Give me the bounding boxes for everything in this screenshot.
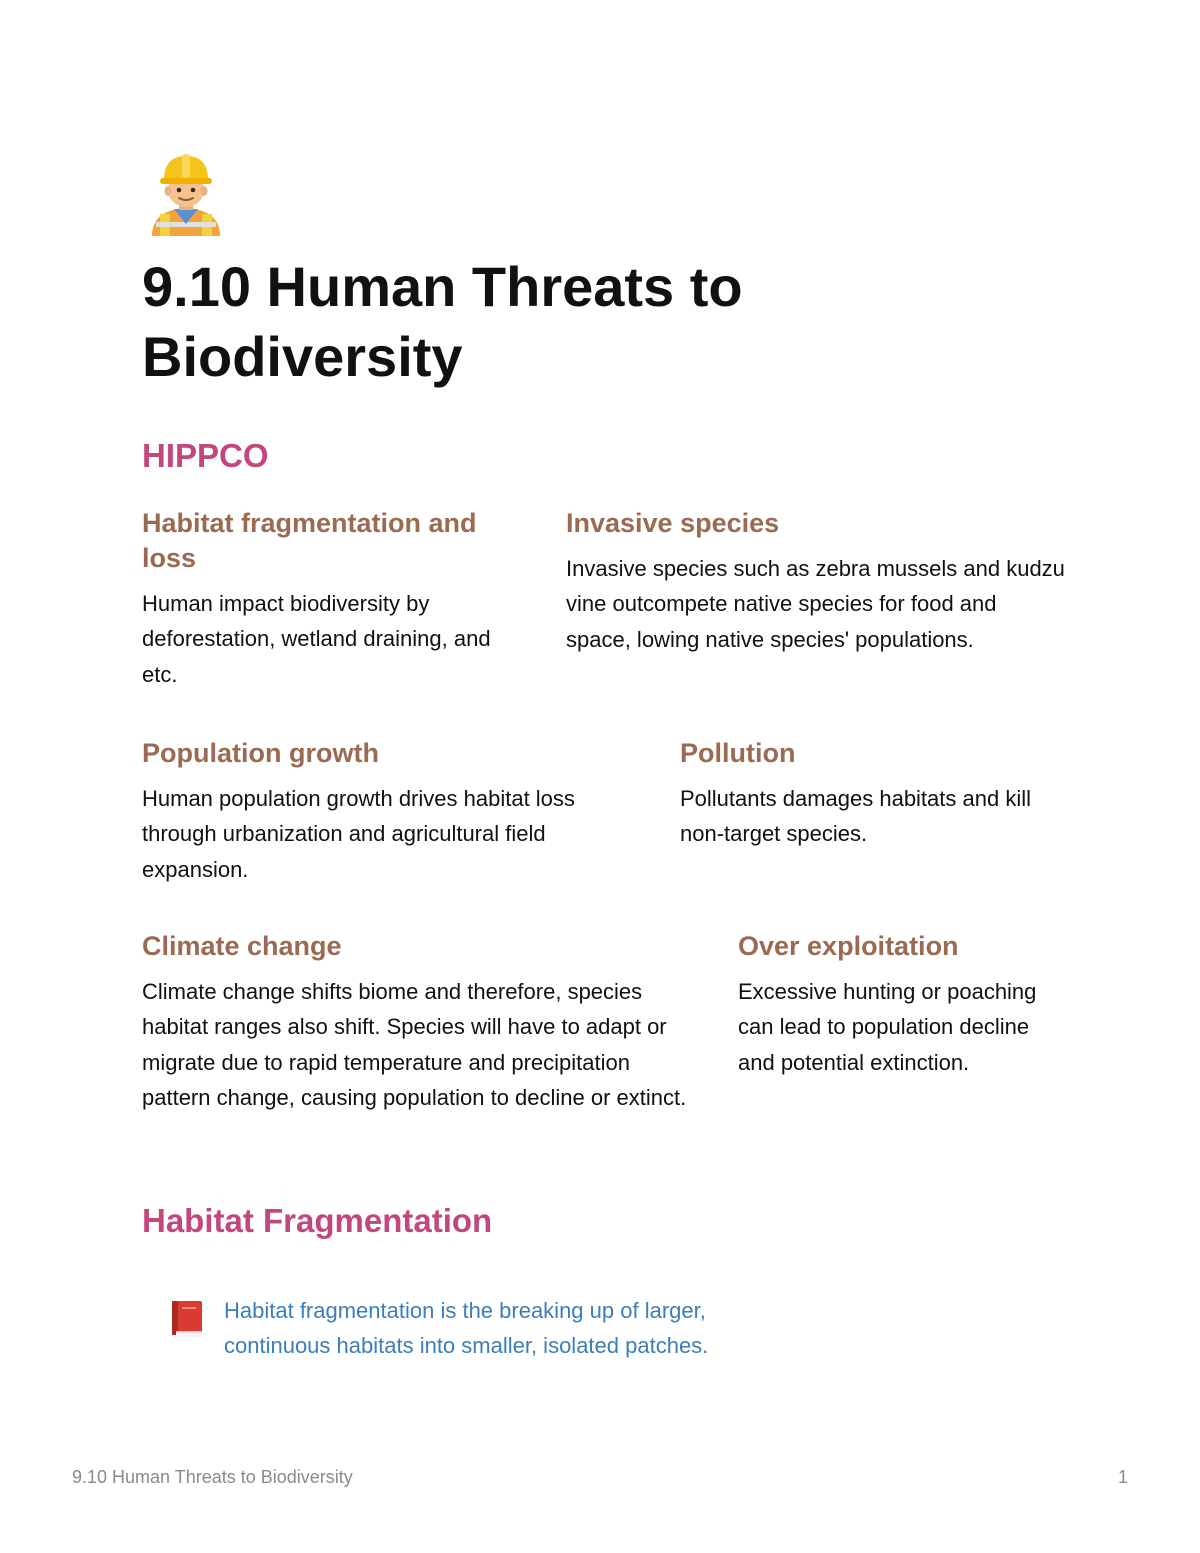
red-book-icon xyxy=(168,1299,206,1339)
hippco-item-over-exploitation xyxy=(738,929,1068,1080)
item-heading: Population growth xyxy=(142,738,379,768)
item-text: Climate change shifts biome and therefore, species habitat ranges also shift. Species will have to adapt or migrate due to rapid temperature and precipitation pattern change, causing population to decline or extinct. xyxy=(142,979,687,1110)
item-text: Pollutants damages habitats and kill non-target species. xyxy=(680,786,1031,847)
item-text: Human population growth drives habitat loss through urbanization and agricultural field expansion. xyxy=(142,786,575,882)
definition-text: Habitat fragmentation is the breaking up of larger, continuous habitats into smaller, isolated patches. xyxy=(224,1298,709,1359)
construction-worker-icon xyxy=(146,152,226,236)
item-heading: Climate change xyxy=(142,931,342,961)
item-text: Invasive species such as zebra mussels and kudzu vine outcompete native species for food and space, lowing native species' populations. xyxy=(566,556,1065,652)
habitat-fragmentation-heading: Habitat Fragmentation xyxy=(142,1202,493,1239)
hippco-heading: HIPPCO xyxy=(142,437,269,474)
item-heading: Habitat fragmentation and loss xyxy=(142,508,477,573)
hippco-item-habitat-loss xyxy=(142,506,532,692)
footer-document-title: 9.10 Human Threats to Biodiversity xyxy=(72,1467,353,1487)
page-title: 9.10 Human Threats to Biodiversity xyxy=(142,255,743,388)
hippco-item-population-growth xyxy=(142,736,632,887)
item-heading: Over exploitation xyxy=(738,931,959,961)
hippco-item-invasive-species xyxy=(566,506,1066,657)
hippco-item-climate-change xyxy=(142,929,702,1115)
footer-page-number: 1 xyxy=(1117,1467,1128,1487)
hippco-item-pollution xyxy=(680,736,1070,852)
item-text: Human impact biodiversity by deforestation, wetland draining, and etc. xyxy=(142,591,491,687)
item-heading: Pollution xyxy=(680,738,796,768)
item-text: Excessive hunting or poaching can lead to population decline and potential extinction. xyxy=(738,979,1037,1075)
item-heading: Invasive species xyxy=(566,508,780,538)
